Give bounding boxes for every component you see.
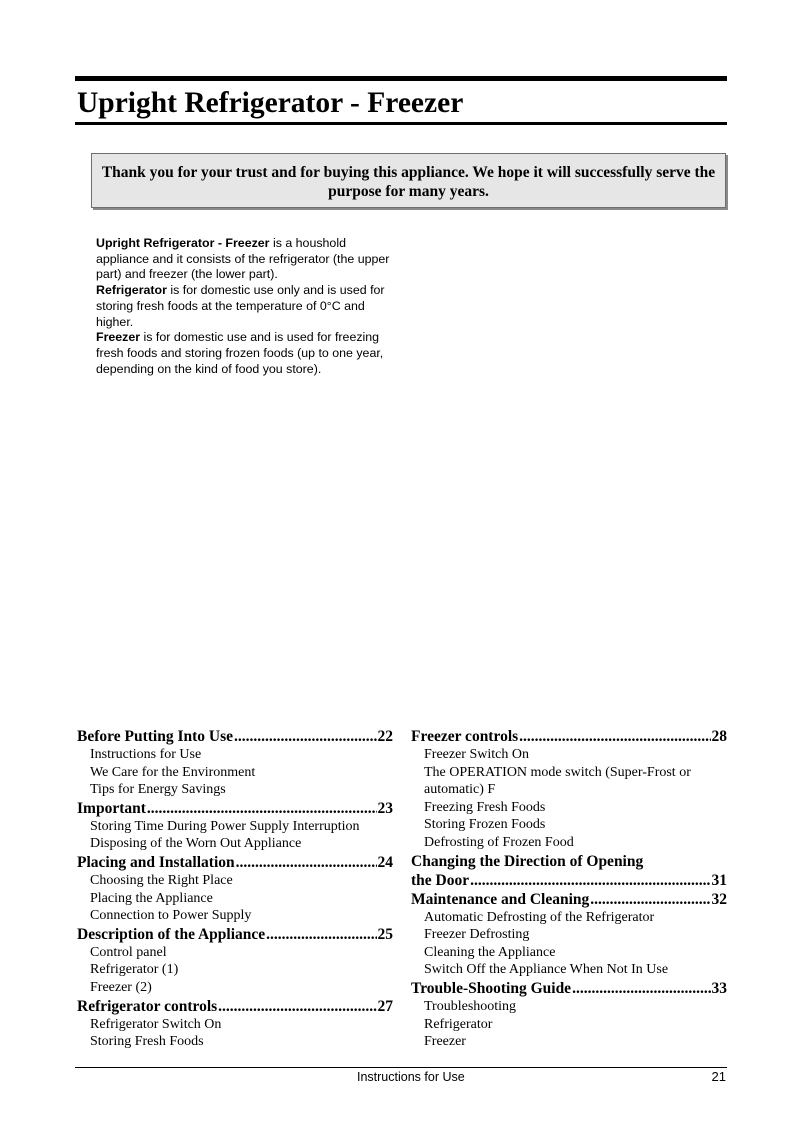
toc-subitem: Refrigerator Switch On [90, 1016, 222, 1032]
toc-subitem: Defrosting of Frozen Food [424, 834, 574, 850]
intro-text [96, 236, 401, 377]
intro-term-refrigerator-freezer: Upright Refrigerator - Freezer [96, 236, 270, 250]
toc-entry-description[interactable] [77, 925, 393, 944]
toc-entry-title: Freezer controls [411, 728, 519, 745]
toc-subitem: Automatic Defrosting of the Refrigerator [424, 909, 655, 925]
toc-subitem: Disposing of the Worn Out Appliance [90, 836, 302, 852]
toc-leader-dots [470, 871, 710, 890]
toc-entry-page: 28 [711, 728, 727, 745]
toc-subitem: We Care for the Environment [90, 764, 256, 780]
intro-desc-2: is for domestic use only and is used for storing fresh foods at the temperature of 0°C and higher. [96, 283, 385, 329]
toc-entry-page: 32 [711, 890, 727, 908]
toc-entry-page: 23 [377, 799, 393, 817]
toc-leader-dots [218, 997, 376, 1016]
toc-subitem: Storing Fresh Foods [90, 1034, 204, 1050]
toc-leader-dots [519, 727, 710, 746]
toc-entry-title: Before Putting Into Use [77, 728, 233, 745]
toc-subitem: Storing Frozen Foods [424, 817, 546, 833]
toc-entry-changing-direction[interactable] [411, 871, 727, 890]
toc-entry-page: 31 [711, 871, 727, 889]
toc-entry-page: 25 [377, 925, 393, 943]
toc-entry-title: Refrigerator controls [77, 997, 218, 1015]
thank-you-box: Thank you for your trust and for buying this appliance. We hope it will successfully serve the purpose for many years. [91, 153, 726, 208]
toc-subitem: Freezer Switch On [424, 747, 529, 762]
toc-entry-title: Placing and Installation [77, 853, 235, 871]
toc-entry-changing-direction-line1[interactable]: Changing the Direction of Opening [411, 852, 644, 870]
footer-label: Instructions for Use [357, 1070, 465, 1084]
toc-entry-title: Description of the Appliance [77, 925, 266, 943]
toc-subitem: Refrigerator [424, 1016, 493, 1032]
toc-subitem: Control panel [90, 944, 167, 960]
toc-subitem: Freezing Fresh Foods [424, 799, 546, 815]
toc-leader-dots [572, 979, 710, 998]
toc-subitem: Freezer (2) [90, 979, 152, 995]
toc-leader-dots [590, 890, 710, 909]
toc-right-column [411, 727, 727, 1051]
toc-entry-title: Maintenance and Cleaning [411, 890, 590, 908]
toc-entry-refrigerator-controls[interactable] [77, 997, 393, 1016]
toc-entry-title: the Door [411, 871, 470, 889]
toc-subitem: Refrigerator (1) [90, 962, 179, 978]
intro-term-refrigerator: Refrigerator [96, 283, 167, 298]
toc-entry-placing[interactable] [77, 853, 393, 872]
intro-desc-3: is for domestic use and is used for freezing fresh foods and storing frozen foods (up to one year, depending on the kind of food you store). [96, 330, 384, 376]
intro-paragraph-1 [96, 236, 401, 283]
page-title: Upright Refrigerator - Freezer [77, 87, 464, 119]
toc-subitem: Troubleshooting [424, 998, 517, 1014]
toc-entry-page: 24 [377, 853, 393, 871]
toc-subitem: Freezer [424, 1034, 466, 1050]
toc-subitem: Storing Time During Power Supply Interruption [90, 818, 360, 834]
toc-entry-title: Important [77, 799, 146, 817]
toc-subitem: Connection to Power Supply [90, 908, 252, 924]
toc-entry-title: Trouble-Shooting Guide [411, 979, 572, 997]
footer-rule [75, 1067, 727, 1068]
toc-leader-dots [234, 727, 377, 746]
toc-entry-troubleshooting[interactable] [411, 979, 727, 998]
intro-paragraph-3 [96, 330, 401, 377]
toc-entry-freezer-controls[interactable] [411, 727, 727, 746]
intro-desc-1: is a houshold appliance and it consists of the refrigerator (the upper part) and freezer (the lower part). [96, 236, 390, 282]
toc-leader-dots [236, 853, 377, 872]
intro-term-freezer: Freezer [96, 330, 141, 345]
toc-subitem: Instructions for Use [90, 747, 202, 762]
toc-entry-maintenance[interactable] [411, 890, 727, 909]
toc-entry-important[interactable] [77, 799, 393, 818]
toc-entry-page: 33 [711, 979, 727, 997]
toc-subitem: Switch Off the Appliance When Not In Use [424, 962, 669, 978]
toc-subitem: Freezer Defrosting [424, 927, 530, 943]
toc-leader-dots [147, 799, 377, 818]
footer-page-number: 21 [711, 1069, 726, 1084]
title-underline [75, 122, 727, 125]
top-rule [75, 76, 727, 81]
toc-left-column [77, 727, 393, 1051]
toc-leader-dots [266, 925, 376, 944]
toc-entry-page: 22 [377, 728, 393, 745]
toc-subitem: The OPERATION mode switch (Super-Frost or automatic) F [424, 764, 691, 798]
toc-subitem: Tips for Energy Savings [90, 782, 226, 798]
toc-subitem: Choosing the Right Place [90, 872, 233, 888]
toc-entry-page: 27 [377, 997, 393, 1015]
toc-entry-before-use[interactable] [77, 727, 393, 746]
toc-subitem: Cleaning the Appliance [424, 944, 556, 960]
toc-subitem: Placing the Appliance [90, 890, 213, 906]
intro-paragraph-2 [96, 283, 401, 330]
